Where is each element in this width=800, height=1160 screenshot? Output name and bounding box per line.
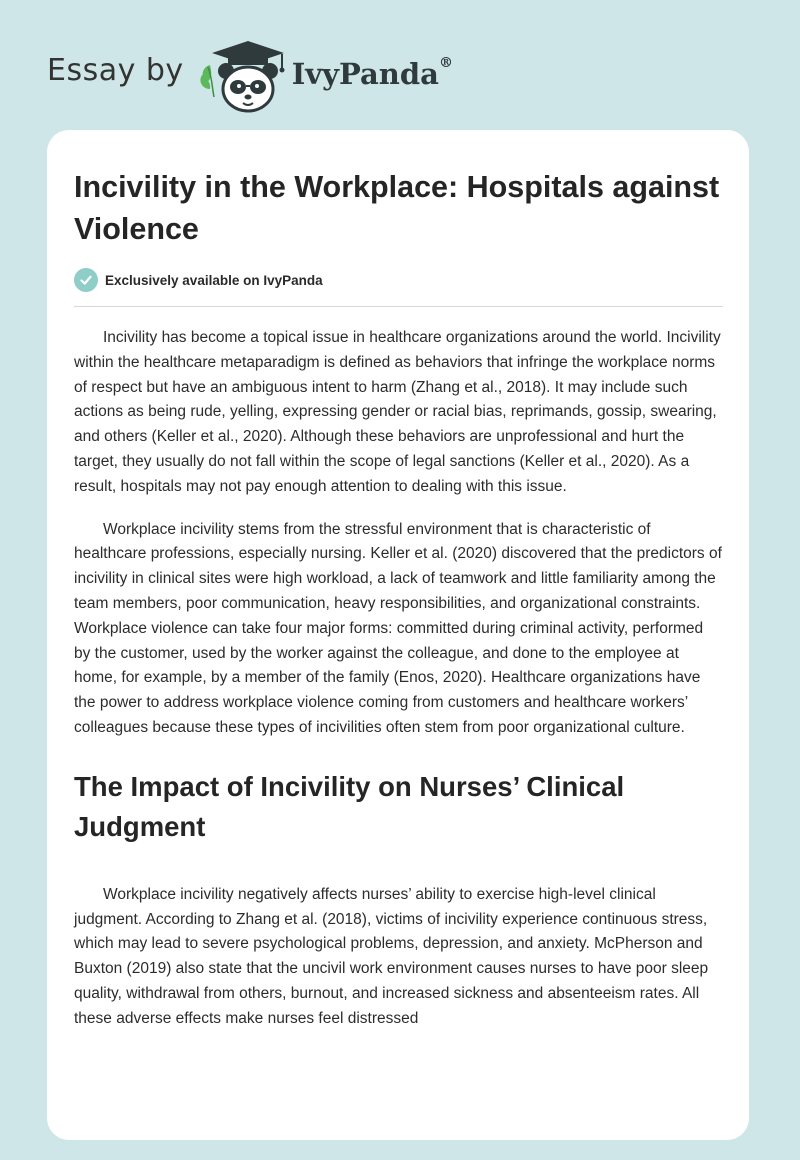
panda-logo-icon[interactable]	[198, 37, 290, 115]
check-circle-icon	[74, 268, 98, 292]
body-paragraph: Workplace incivility negatively affects nurses’ ability to exercise high-level clinical judgment. According to Zhang et al. (2018), victims of incivility experience continuous stress, which may lead to severe psychological problems, depression, and anxiety. McPherson and Buxton (2019) also state that the uncivil work environment causes nurses to have poor sleep quality, withdrawal from others, burnout, and increased sickness and absenteeism rates. All these adverse effects make nurses feel distressed	[74, 885, 709, 1027]
registered-mark: ®	[438, 55, 453, 71]
exclusive-badge	[74, 268, 723, 307]
essay-content	[74, 130, 723, 1032]
body-paragraph: Incivility has become a topical issue in healthcare organizations around the world. Incivility within the healthcare metaparadigm is defined as behaviors that infringe the workplace norms of respect but have an ambiguous intent to harm (Zhang et al., 2018). It may include such actions as being rude, yelling, expressing gender or racial bias, reprimands, gossip, swearing, and others (Keller et al., 2020). Although these behaviors are unprofessional and hurt the target, they usually do not fall within the scope of legal sanctions (Keller et al., 2020). As a result, hospitals may not pay enough attention to dealing with this issue.	[74, 329, 721, 495]
essay-by-label: Essay by	[47, 52, 184, 88]
brand-name[interactable]: IvyPanda®	[291, 55, 453, 91]
body-paragraph: Workplace incivility stems from the stressful environment that is characteristic of healthcare professions, especially nursing. Keller et al. (2020) discovered that the predictors of incivility in clinical sites were high workload, a lack of teamwork and little familiarity among the team members, poor communication, heavy responsibilities, and organizational constraints. Workplace violence can take four major forms: committed during criminal activity, performed by the customer, used by the worker against the colleague, and done to the employee at home, for example, by a member of the family (Enos, 2020). Healthcare organizations have the power to address workplace violence coming from customers and healthcare workers’ colleagues because these types of incivilities often stem from poor organizational culture.	[74, 520, 722, 736]
exclusive-badge-label: Exclusively available on IvyPanda	[105, 272, 323, 288]
essay-card	[47, 130, 749, 1140]
site-header	[47, 36, 453, 116]
essay-title: Incivility in the Workplace: Hospitals against Violence	[74, 170, 720, 246]
section-heading: The Impact of Incivility on Nurses’ Clinical Judgment	[74, 770, 625, 842]
